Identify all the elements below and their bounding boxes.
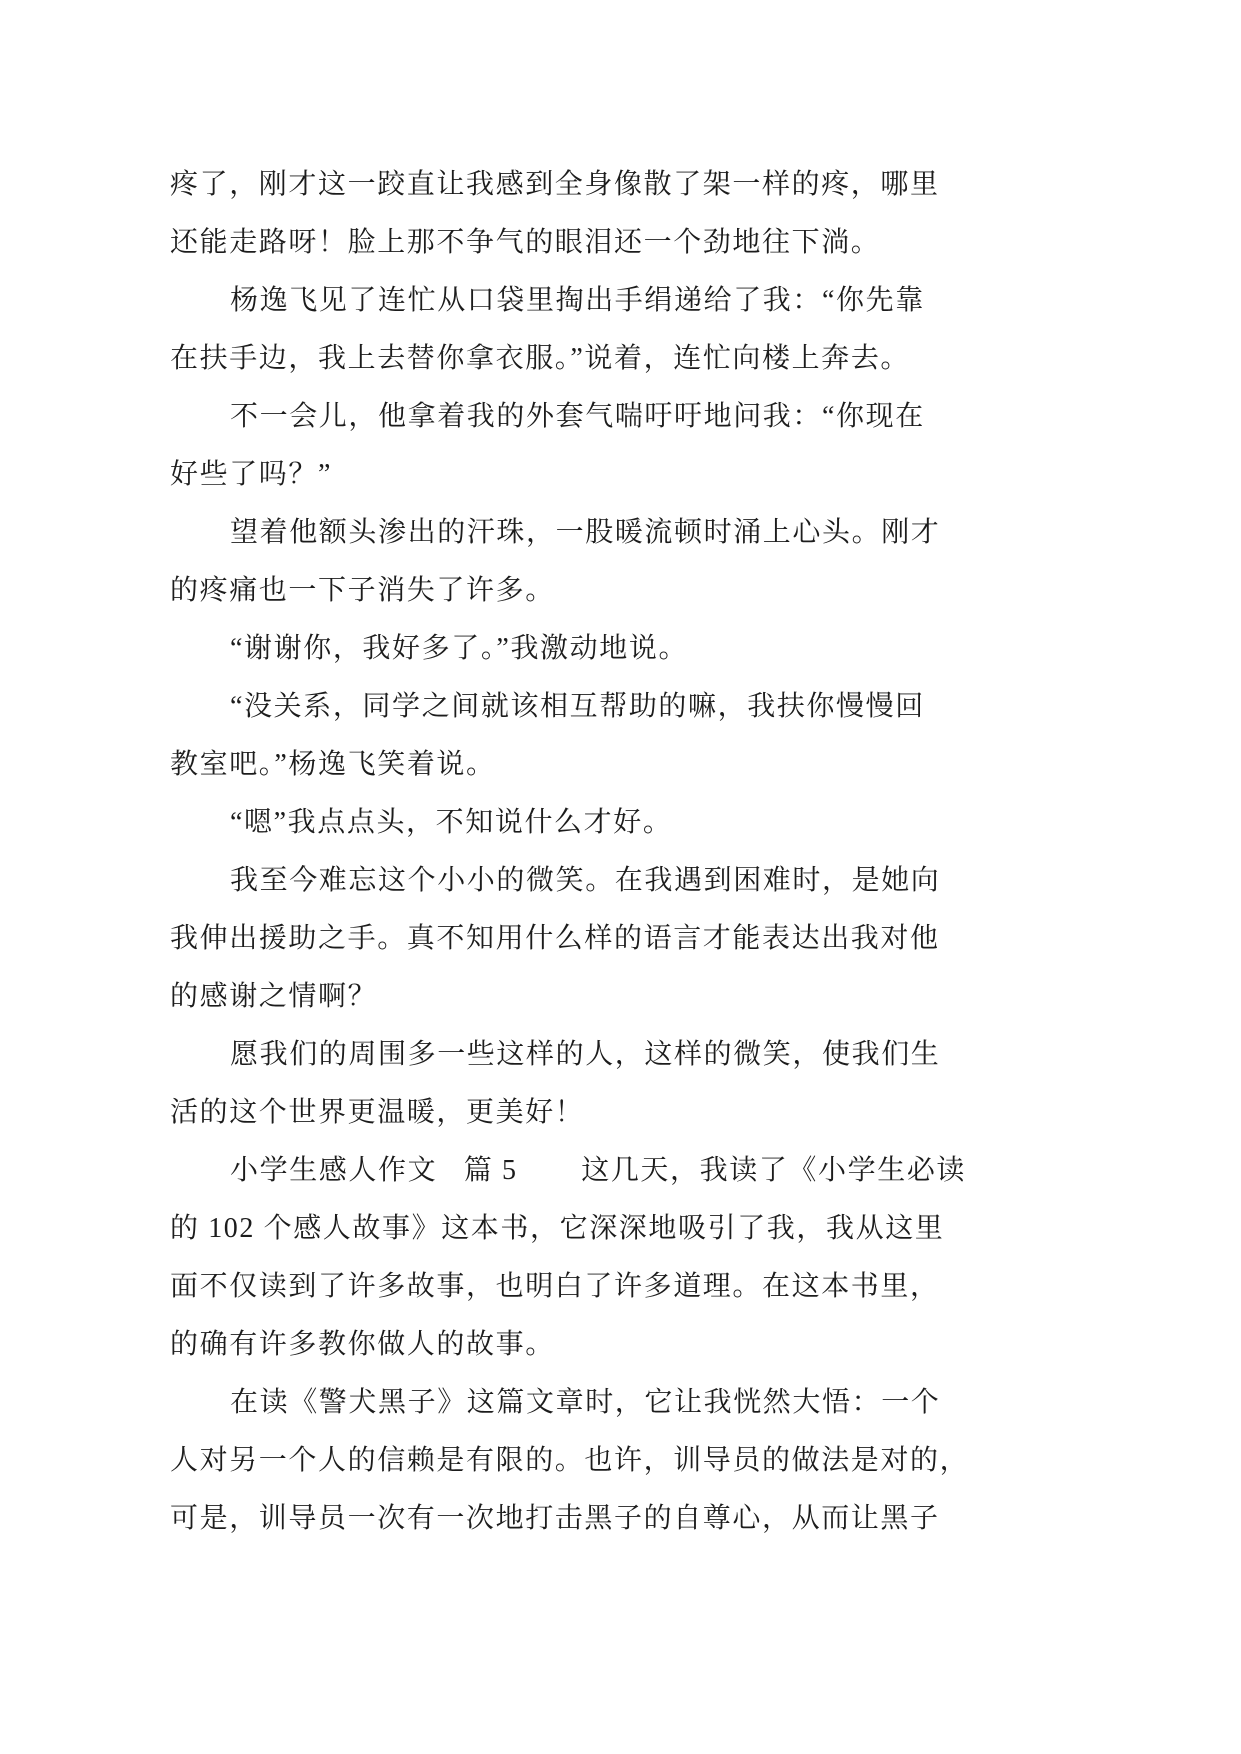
text-line: 疼了，刚才这一跤直让我感到全身像散了架一样的疼，哪里 [170,169,940,200]
paragraph [170,852,990,1026]
essay-heading-line [170,1142,990,1200]
essay-title: 小学生感人作文 [230,1155,438,1186]
text-line: 的疼痛也一下子消失了许多。 [170,575,555,606]
paragraph [170,678,990,794]
text-line: 好些了吗？” [170,459,333,490]
text-line: 杨逸飞见了连忙从口袋里掏出手绢递给了我：“你先靠 [230,285,925,316]
text-line: 我伸出援助之手。真不知用什么样的语言才能表达出我对他 [170,923,940,954]
text-line: 还能走路呀！脸上那不争气的眼泪还一个劲地往下淌。 [170,227,881,258]
text-line: 活的这个世界更温暖，更美好！ [170,1097,585,1128]
text-line: 我至今难忘这个小小的微笑。在我遇到困难时，是她向 [230,865,941,896]
essay-part-label: 篇 5 [463,1155,518,1186]
text-line: “没关系，同学之间就该相互帮助的嘛，我扶你慢慢回 [230,691,925,722]
paragraph [170,620,990,678]
text-line: “谢谢你，我好多了。”我激动地说。 [230,633,689,664]
paragraph [170,156,990,272]
text-line: 在扶手边，我上去替你拿衣服。”说着，连忙向楼上奔去。 [170,343,911,374]
paragraph [170,794,990,852]
text-line: 不一会儿，他拿着我的外套气喘吁吁地问我：“你现在 [230,401,925,432]
text-line: 的 102 个感人故事》这本书，它深深地吸引了我，我从这里 [170,1213,945,1244]
text-line: 在读《警犬黑子》这篇文章时，它让我恍然大悟：一个 [230,1387,941,1418]
paragraph [170,1374,990,1548]
document-body [170,156,990,1548]
text-line: 可是，训导员一次有一次地打击黑子的自尊心，从而让黑子 [170,1503,940,1534]
paragraph [170,272,990,388]
text-line: 望着他额头渗出的汗珠，一股暖流顿时涌上心头。刚才 [230,517,941,548]
text-line: 的确有许多教你做人的故事。 [170,1329,555,1360]
text-line: 教室吧。”杨逸飞笑着说。 [170,749,496,780]
text-line: 人对另一个人的信赖是有限的。也许，训导员的做法是对的， [170,1445,970,1476]
paragraph [170,1026,990,1142]
text-line: 愿我们的周围多一些这样的人，这样的微笑，使我们生 [230,1039,941,1070]
paragraph [170,388,990,504]
text-line: 这几天，我读了《小学生必读 [581,1155,967,1186]
essay-section-paragraph [170,1142,990,1374]
text-line: 面不仅读到了许多故事，也明白了许多道理。在这本书里， [170,1271,940,1302]
text-line: 的感谢之情啊？ [170,981,378,1012]
text-line: “嗯”我点点头，不知说什么才好。 [230,807,673,838]
paragraph [170,504,990,620]
